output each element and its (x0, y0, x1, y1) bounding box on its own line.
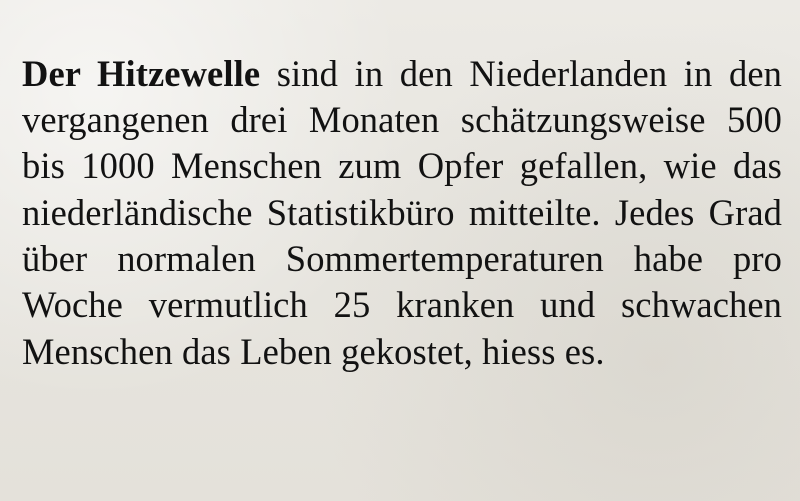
article-body-text: sind in den Niederlanden in den vergangenen drei Monaten schätzungsweise 500 bis 1000 Menschen zum Opfer gefallen, wie das niederländische Statistikbüro mitteilte. Jedes Grad über normalen Sommertemperaturen habe pro Woche vermutlich 25 kranken und schwachen Menschen das Leben gekostet, hiess es. (22, 52, 782, 372)
article-paragraph (22, 51, 782, 375)
newspaper-clipping (22, 14, 782, 411)
article-lead-in: Der Hitzewelle (22, 52, 261, 94)
